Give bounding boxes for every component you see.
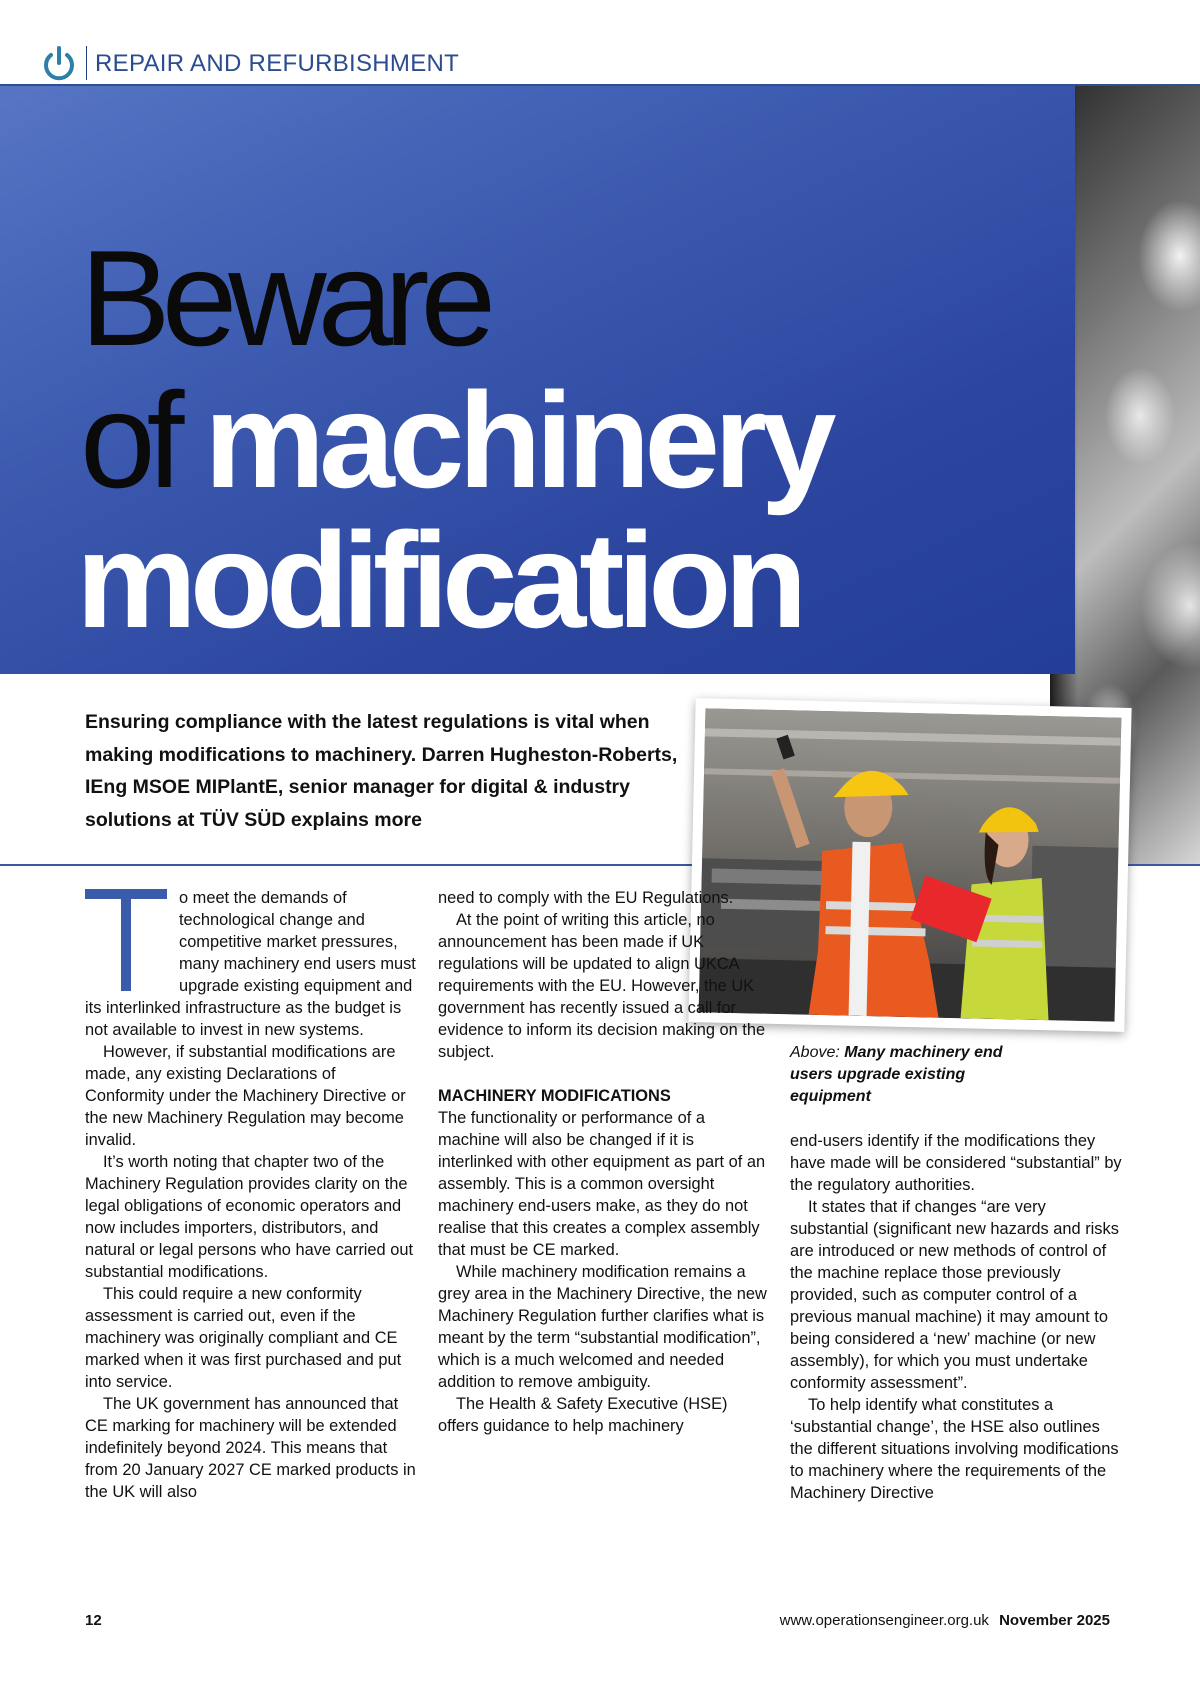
paragraph: To help identify what constitutes a ‘substantial change’, the HSE also outlines the different situations involving modifications to machinery where the requirements of the Machinery Directive [790, 1396, 1119, 1502]
paragraph: However, if substantial modifications are made, any existing Declarations of Conformity under the Machinery Directive or the new Machinery Regulation may become invalid. [85, 1043, 406, 1149]
body-column-1 [85, 887, 417, 1503]
paragraph: The functionality or performance of a machine will also be changed if it is interlinked with other equipment as part of an assembly. This is a common oversight machinery end-users make, as they do not realise that this creates a complex assembly that must be CE marked. [438, 1109, 766, 1259]
power-icon [42, 44, 76, 82]
footer-info [780, 1612, 1110, 1629]
paragraph: It’s worth noting that chapter two of the Machinery Regulation provides clarity on the legal obligations of economic operators and now includes importers, distributors, and natural or legal persons who have carried out substantial modifications. [85, 1153, 414, 1281]
caption-label: Above: [790, 1044, 840, 1061]
title-line-1: Beware [80, 222, 488, 374]
footer-url[interactable]: www.operationsengineer.org.uk [779, 1612, 989, 1629]
title-line-2 [80, 364, 831, 516]
page-header [0, 0, 1200, 86]
header-divider [86, 46, 87, 80]
paragraph: o meet the demands of technological change and competitive market pressures, many machinery end users must upgrade existing equipment and its interlinked infrastructure as the budget is not available to invest in new systems. [85, 889, 416, 1039]
caption-text: Many machinery end users upgrade existing equipment [790, 1044, 1003, 1105]
body-column-2 [438, 887, 770, 1437]
standfirst: Ensuring compliance with the latest regulations is vital when making modifications to machinery. Darren Hugheston-Roberts, IEng MSOE MIPlantE, senior manager for digital & industry solutions at TÜV SÜD explains more [85, 711, 678, 831]
paragraph: The UK government has announced that CE marking for machinery will be extended indefinitely beyond 2024. This means that from 20 January 2027 CE marked products in the UK will also [85, 1395, 416, 1501]
paragraph: The Health & Safety Executive (HSE) offers guidance to help machinery [438, 1395, 728, 1435]
footer-date: November 2025 [999, 1612, 1110, 1629]
paragraph: need to comply with the EU Regulations. [438, 889, 734, 907]
paragraph: It states that if changes “are very substantial (significant new hazards and risks are introduced or new methods of control of the machine replace those previously provided, such as computer control of a previous manual machine) it may amount to being considered a ‘new’ machine (or new assembly), for which you must undertake conformity assessment”. [790, 1198, 1119, 1392]
body-column-3 [790, 1130, 1122, 1504]
drop-cap-t [85, 889, 167, 991]
section-label: REPAIR AND REFURBISHMENT [95, 50, 460, 77]
title-machinery: machinery [204, 364, 831, 516]
paragraph: While machinery modification remains a grey area in the Machinery Directive, the new Machinery Regulation further clarifies what is meant by the term “substantial modification”, which is a much welcomed and needed addition to remove ambiguity. [438, 1263, 767, 1391]
paragraph: This could require a new conformity assessment is carried out, even if the machinery was originally compliant and CE marked when it was first purchased and put into service. [85, 1285, 402, 1391]
photo-caption [790, 1042, 1030, 1108]
paragraph: end-users identify if the modifications they have made will be considered “substantial” by the regulatory authorities. [790, 1132, 1122, 1194]
title-of: of [80, 364, 176, 516]
title-line-3: modification [76, 504, 801, 656]
subheading: MACHINERY MODIFICATIONS [438, 1087, 671, 1105]
paragraph: At the point of writing this article, no announcement has been made if UK regulations will be updated to align UKCA requirements with the EU. However, the UK government has recently issued a call for evidence to inform its decision making on the subject. [438, 911, 766, 1061]
page-number: 12 [85, 1612, 102, 1629]
